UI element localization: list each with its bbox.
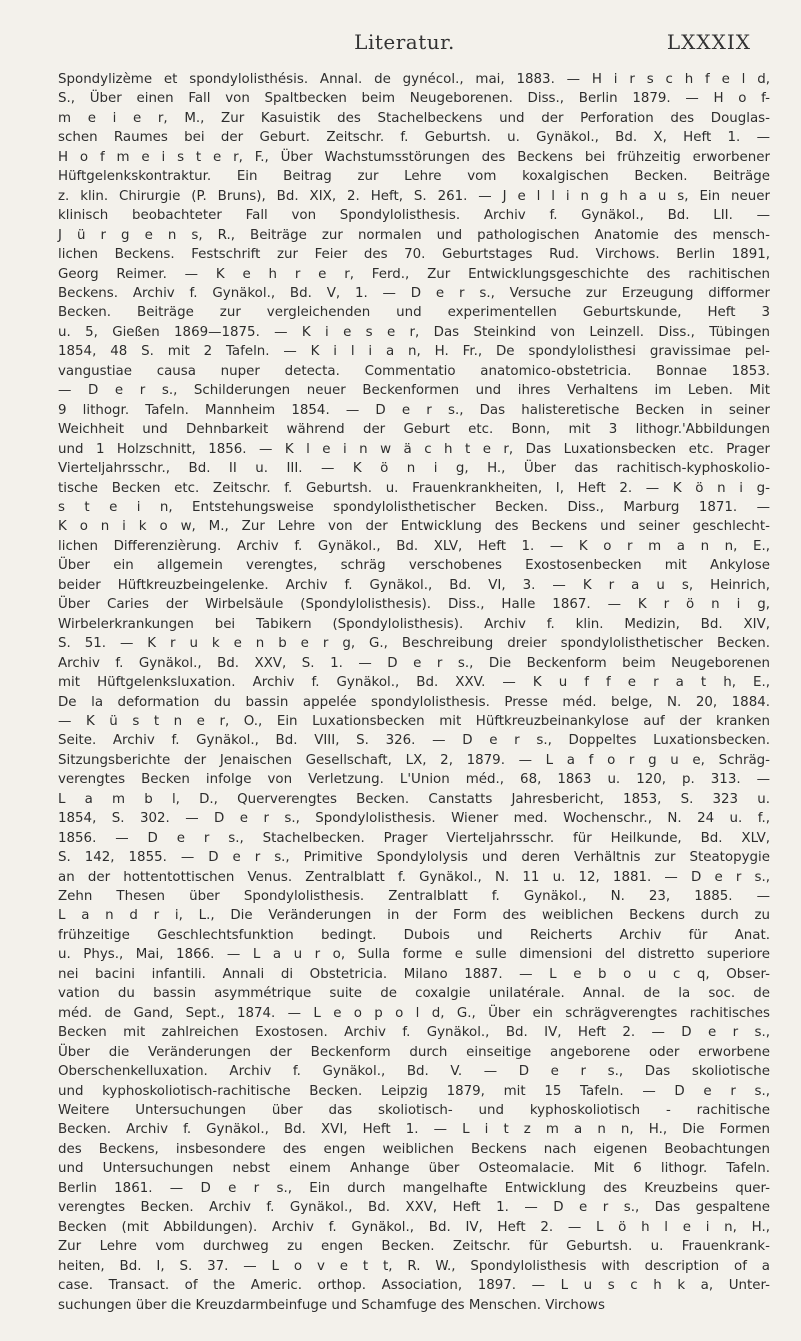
text-line: case. Transact. of the Americ. orthop. Association, 1897. — L u s c h k a, Unter- — [58, 1278, 770, 1294]
text-line: lichen Differenzièrung. Archiv f. Gynäkol., Bd. XLV, Heft 1. — K o r m a n n, E., — [58, 538, 770, 554]
text-line: 9 lithogr. Tafeln. Mannheim 1854. — D e r s., Das halisteretische Becken in seiner — [58, 402, 770, 418]
text-line: des Beckens, insbesondere des engen weiblichen Beckens nach eigenen Beobachtungen — [58, 1141, 770, 1157]
text-line: Archiv f. Gynäkol., Bd. XXV, S. 1. — D e r s., Die Beckenform beim Neugeborenen — [58, 655, 770, 671]
text-line: vangustiae causa nuper detecta. Commentatio anatomico-obstetricia. Bonnae 1853. — [58, 363, 770, 379]
text-line: vation du bassin asymmétrique suite de coxalgie unilatérale. Annal. de la soc. de — [58, 986, 770, 1002]
bibliography-text — [58, 70, 770, 1321]
text-line: Becken. Beiträge zur vergleichenden und experimentellen Geburtskunde, Heft 3 — [58, 305, 770, 321]
text-line: z. klin. Chirurgie (P. Bruns), Bd. XIX, 2. Heft, S. 261. — J e l l i n g h a u s, Ein neuer — [58, 188, 770, 204]
text-line: nei bacini infantili. Annali di Obstetricia. Milano 1887. — L e b o u c q, Obser- — [58, 966, 770, 982]
text-line: m e i e r, M., Zur Kasuistik des Stachelbeckens und der Perforation des Douglas- — [58, 110, 770, 126]
text-line: lichen Beckens. Festschrift zur Feier des 70. Geburtstages Rud. Virchows. Berlin 1891, — [58, 247, 770, 263]
text-line: 1856. — D e r s., Stachelbecken. Prager Vierteljahrsschr. für Heilkunde, Bd. XLV, — [58, 830, 770, 846]
text-line: — K ü s t n e r, O., Ein Luxationsbecken mit Hüftkreuzbeinankylose auf der kranken — [58, 713, 770, 729]
text-line: heiten, Bd. I, S. 37. — L o v e t t, R. W., Spondylolisthesis with description of a — [58, 1258, 770, 1274]
text-line: Über die Veränderungen der Beckenform durch einseitige angeborene oder erworbene — [58, 1044, 770, 1060]
text-line: Weitere Untersuchungen über das skoliotisch- und kyphoskoliotisch - rachitische — [58, 1103, 770, 1119]
text-line: Zur Lehre vom durchweg zu engen Becken. Zeitschr. für Geburtsh. u. Frauenkrank- — [58, 1239, 770, 1255]
text-line: s t e i n, Entstehungsweise spondylolisthetischer Becken. Diss., Marburg 1871. — — [58, 499, 770, 515]
text-line: mit Hüftgelenksluxation. Archiv f. Gynäkol., Bd. XXV. — K u f f e r a t h, E., — [58, 675, 770, 691]
text-line: Georg Reimer. — K e h r e r, Ferd., Zur Entwicklungsgeschichte des rachitischen — [58, 266, 770, 282]
text-line: verengtes Becken infolge von Verletzung. L'Union méd., 68, 1863 u. 120, p. 313. — — [58, 772, 770, 788]
text-line: und 1 Holzschnitt, 1856. — K l e i n w ä c h t e r, Das Luxationsbecken etc. Prager — [58, 441, 770, 457]
text-line: Über Caries der Wirbelsäule (Spondylolisthesis). Diss., Halle 1867. — K r ö n i g, — [58, 597, 770, 613]
text-line: — D e r s., Schilderungen neuer Beckenformen und ihres Verhaltens im Leben. Mit — [58, 383, 770, 399]
text-line: H o f m e i s t e r, F., Über Wachstumsstörungen des Beckens bei frühzeitig erworbener — [58, 149, 770, 165]
text-line: verengtes Becken. Archiv f. Gynäkol., Bd. XXV, Heft 1. — D e r s., Das gespaltene — [58, 1200, 770, 1216]
text-line: J ü r g e n s, R., Beiträge zur normalen und pathologischen Anatomie des mensch- — [58, 227, 770, 243]
page-title: Literatur. — [354, 30, 455, 54]
text-line: S. 51. — K r u k e n b e r g, G., Beschreibung dreier spondylolisthetischer Becken. — [58, 636, 770, 652]
text-line: K o n i k o w, M., Zur Lehre von der Entwicklung des Beckens und seiner geschlecht- — [58, 519, 770, 535]
text-line: De la deformation du bassin appelée spondylolisthesis. Presse méd. belge, N. 20, 1884. — [58, 694, 770, 710]
text-line: Spondylizème et spondylolisthésis. Annal. de gynécol., mai, 1883. — H i r s c h f e l d, — [58, 72, 770, 87]
page-number: LXXXIX — [666, 30, 751, 54]
text-line: S., Über einen Fall von Spaltbecken beim Neugeborenen. Diss., Berlin 1879. — H o f- — [58, 91, 770, 107]
text-line: Becken (mit Abbildungen). Archiv f. Gynäkol., Bd. IV, Heft 2. — L ö h l e i n, H., — [58, 1219, 770, 1235]
text-line: beider Hüftkreuzbeingelenke. Archiv f. Gynäkol., Bd. VI, 3. — K r a u s, Heinrich, — [58, 577, 770, 593]
text-line: tische Becken etc. Zeitschr. f. Geburtsh. u. Frauenkrankheiten, I, Heft 2. — K ö n i g- — [58, 480, 770, 496]
text-line: Becken. Archiv f. Gynäkol., Bd. XVI, Heft 1. — L i t z m a n n, H., Die Formen — [58, 1122, 770, 1138]
text-line: S. 142, 1855. — D e r s., Primitive Spondylolysis und deren Verhältnis zur Steatopygie — [58, 850, 770, 866]
text-line: Hüftgelenkskontraktur. Ein Beitrag zur Lehre vom koxalgischen Becken. Beiträge — [58, 169, 770, 185]
text-line: und Untersuchungen nebst einem Anhange über Osteomalacie. Mit 6 lithogr. Tafeln. — [58, 1161, 770, 1177]
text-line: 1854, 48 S. mit 2 Tafeln. — K i l i a n, H. Fr., De spondylolisthesi gravissimae pel- — [58, 344, 770, 360]
text-line: schen Raumes bei der Geburt. Zeitschr. f. Geburtsh. u. Gynäkol., Bd. X, Heft 1. — — [58, 130, 770, 146]
text-line: L a n d r i, L., Die Veränderungen in der Form des weiblichen Beckens durch zu — [58, 908, 770, 924]
text-line: frühzeitige Geschlechtsfunktion bedingt. Dubois und Reicherts Archiv für Anat. — [58, 927, 770, 943]
text-line: u. 5, Gießen 1869—1875. — K i e s e r, Das Steinkind von Leinzell. Diss., Tübingen — [58, 324, 770, 340]
text-line: Über ein allgemein verengtes, schräg verschobenes Exostosenbecken mit Ankylose — [58, 558, 770, 574]
text-line: Beckens. Archiv f. Gynäkol., Bd. V, 1. — D e r s., Versuche zur Erzeugung difformer — [58, 285, 770, 301]
text-line: Oberschenkelluxation. Archiv f. Gynäkol., Bd. V. — D e r s., Das skoliotische — [58, 1064, 770, 1080]
text-line: 1854, S. 302. — D e r s., Spondylolisthesis. Wiener med. Wochenschr., N. 24 u. f., — [58, 811, 770, 827]
text-line: Becken mit zahlreichen Exostosen. Archiv f. Gynäkol., Bd. IV, Heft 2. — D e r s., — [58, 1025, 770, 1041]
text-line: Seite. Archiv f. Gynäkol., Bd. VIII, S. 326. — D e r s., Doppeltes Luxationsbecken. — [58, 733, 770, 749]
text-line: suchungen über die Kreuzdarmbeinfuge und Schamfuge des Menschen. Virchows — [58, 1297, 605, 1313]
text-line: u. Phys., Mai, 1866. — L a u r o, Sulla forme e sulle dimensioni del distretto superiore — [58, 947, 770, 963]
text-line: klinisch beobachteter Fall von Spondylolisthesis. Archiv f. Gynäkol., Bd. LII. — — [58, 208, 770, 224]
text-line: Wirbelerkrankungen bei Tabikern (Spondylolisthesis). Archiv f. klin. Medizin, Bd. XIV, — [58, 616, 770, 632]
text-line: Vierteljahrsschr., Bd. II u. III. — K ö n i g, H., Über das rachitisch-kyphoskolio- — [58, 461, 770, 477]
text-line: und kyphoskoliotisch-rachitische Becken. Leipzig 1879, mit 15 Tafeln. — D e r s., — [58, 1083, 770, 1099]
text-line: méd. de Gand, Sept., 1874. — L e o p o l d, G., Über ein schrägverengtes rachitisches — [58, 1005, 770, 1021]
text-line: L a m b l, D., Querverengtes Becken. Canstatts Jahresbericht, 1853, S. 323 u. — [58, 791, 770, 807]
text-line: Zehn Thesen über Spondylolisthesis. Zentralblatt f. Gynäkol., N. 23, 1885. — — [58, 889, 770, 905]
text-line: Berlin 1861. — D e r s., Ein durch mangelhafte Entwicklung des Kreuzbeins quer- — [58, 1180, 770, 1196]
text-line: an der hottentottischen Venus. Zentralblatt f. Gynäkol., N. 11 u. 12, 1881. — D e r s., — [58, 869, 770, 885]
text-line: Weichheit und Dehnbarkeit während der Geburt etc. Bonn, mit 3 lithogr.'Abbildungen — [58, 422, 770, 438]
page-header — [58, 30, 751, 56]
text-line: Sitzungsberichte der Jenaischen Gesellschaft, LX, 2, 1879. — L a f o r g u e, Schräg- — [58, 752, 770, 768]
